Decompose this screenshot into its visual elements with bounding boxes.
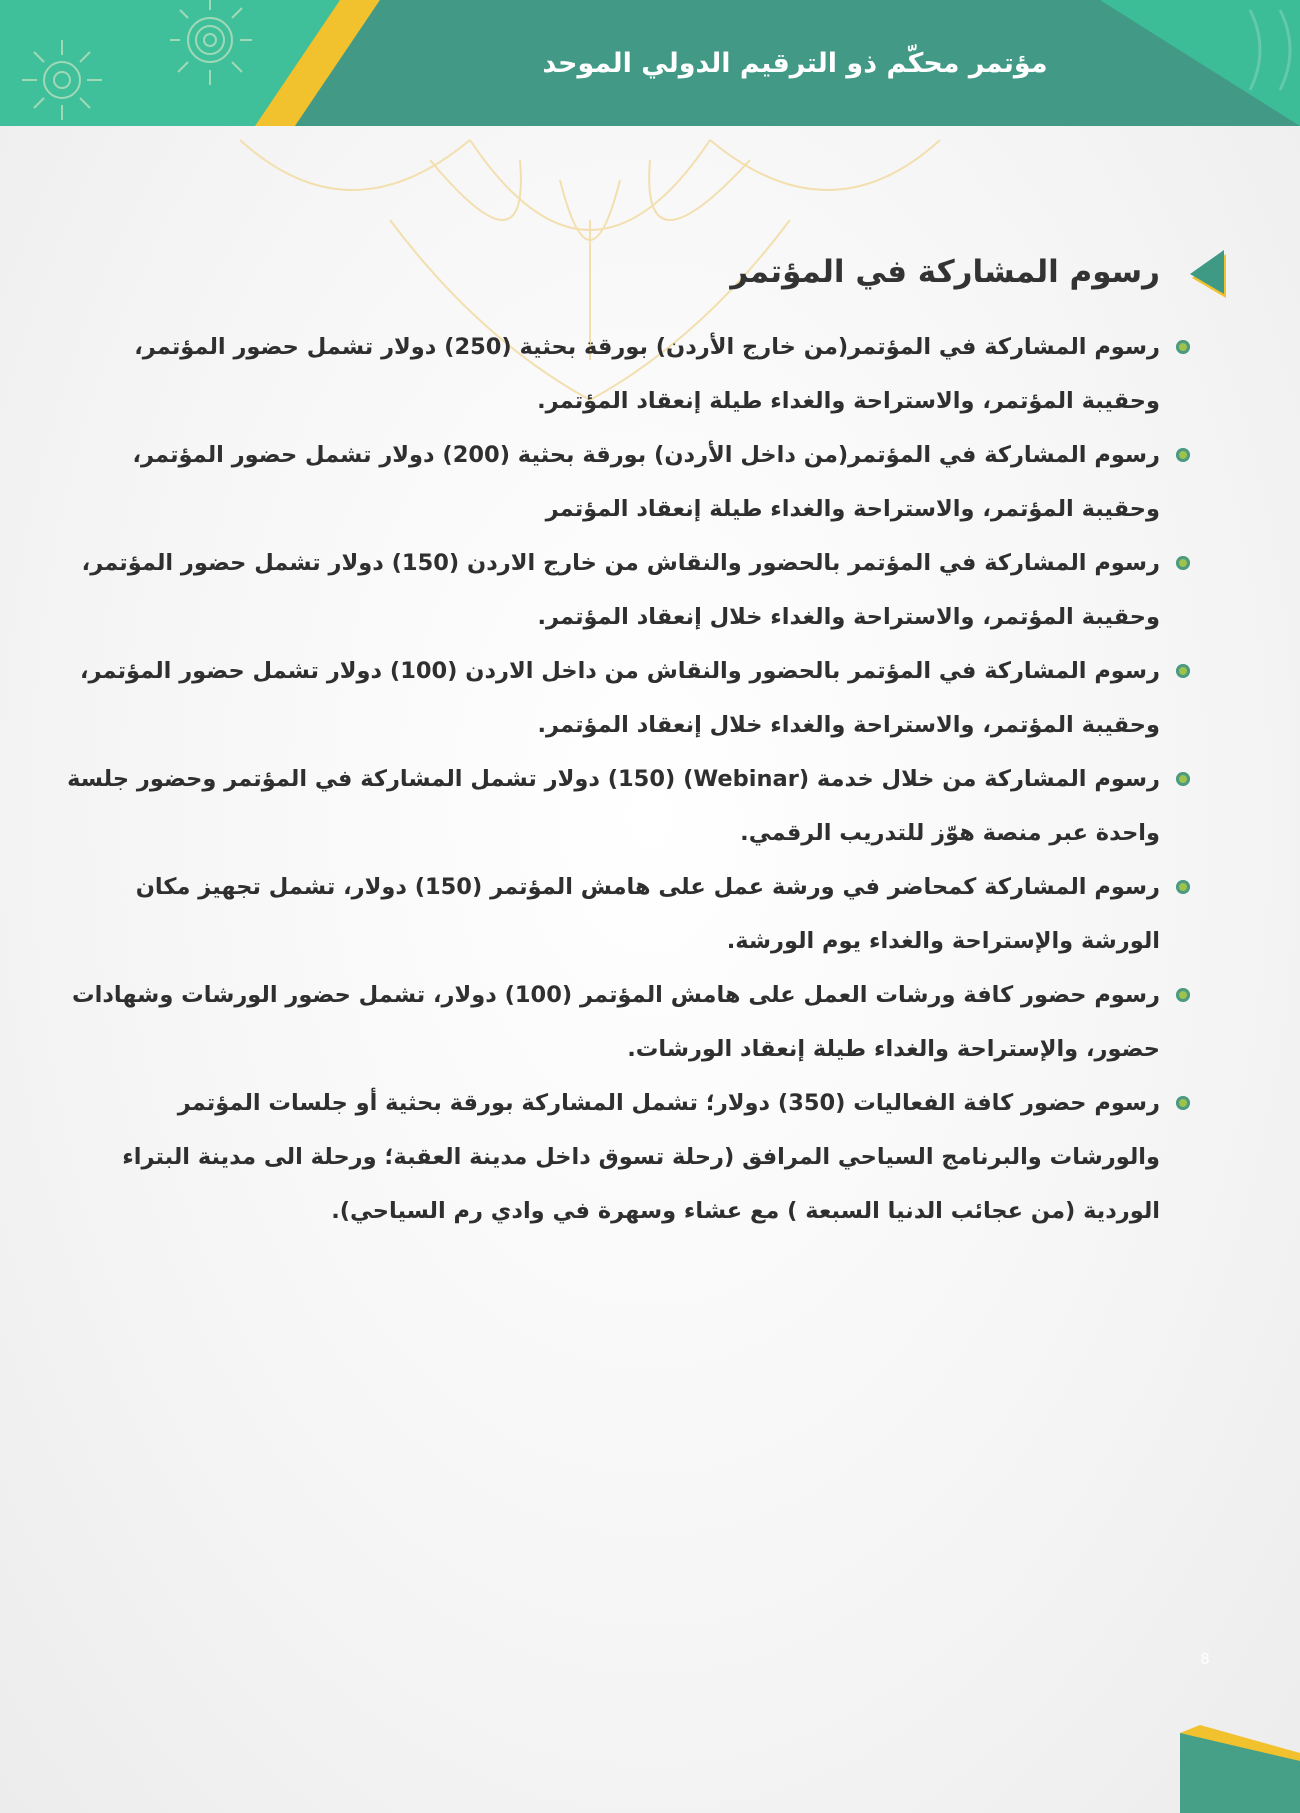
list-item [60, 644, 1160, 752]
header-title: مؤتمر محكّم ذو الترقيم الدولي الموحد [542, 47, 1048, 79]
fees-list [60, 320, 1160, 1238]
list-item [60, 752, 1160, 860]
list-item-text: رسوم المشاركة في المؤتمر بالحضور والنقاش من داخل الاردن (100) دولار تشمل حضور المؤتمر، وحقيبة المؤتمر، والاستراحة والغداء خلال إنعقاد المؤتمر. [79, 658, 1160, 738]
list-item-text: رسوم المشاركة من خلال خدمة (Webinar) (150) دولار تشمل المشاركة في المؤتمر وحضور جلسة واحدة عبر منصة هوّز للتدريب الرقمي. [67, 766, 1160, 846]
list-item-text: رسوم المشاركة في المؤتمر(من داخل الأردن) بورقة بحثية (200) دولار تشمل حضور المؤتمر، وحقيبة المؤتمر، والاستراحة والغداء طيلة إنعقاد المؤتمر [132, 442, 1160, 522]
list-item [60, 536, 1160, 644]
page-number: 8 [1200, 1650, 1210, 1668]
list-item-text: رسوم المشاركة كمحاضر في ورشة عمل على هامش المؤتمر (150) دولار، تشمل تجهيز مكان الورشة والإستراحة والغداء يوم الورشة. [135, 874, 1160, 954]
bullet-icon [1176, 880, 1190, 894]
list-item [60, 428, 1160, 536]
list-item-text: رسوم المشاركة في المؤتمر(من خارج الأردن) بورقة بحثية (250) دولار تشمل حضور المؤتمر، وحقيبة المؤتمر، والاستراحة والغداء طيلة إنعقاد المؤتمر. [134, 334, 1160, 414]
bullet-icon [1176, 772, 1190, 786]
bullet-icon [1176, 1096, 1190, 1110]
bullet-icon [1176, 448, 1190, 462]
list-item-text: رسوم حضور كافة ورشات العمل على هامش المؤتمر (100) دولار، تشمل حضور الورشات وشهادات حضور، والإستراحة والغداء طيلة إنعقاد الورشات. [72, 982, 1160, 1062]
header-banner [0, 0, 1300, 126]
list-item [60, 320, 1160, 428]
bullet-icon [1176, 988, 1190, 1002]
list-item-text: رسوم المشاركة في المؤتمر بالحضور والنقاش من خارج الاردن (150) دولار تشمل حضور المؤتمر، وحقيبة المؤتمر، والاستراحة والغداء خلال إنعقاد المؤتمر. [81, 550, 1160, 630]
bullet-icon [1176, 556, 1190, 570]
list-item [60, 860, 1160, 968]
list-item [60, 1076, 1160, 1238]
list-item [60, 968, 1160, 1076]
section-heading: رسوم المشاركة في المؤتمر [730, 254, 1160, 290]
heading-marker-icon [1188, 250, 1228, 302]
bullet-icon [1176, 664, 1190, 678]
page-corner-decoration [1180, 1725, 1300, 1813]
list-item-text: رسوم حضور كافة الفعاليات (350) دولار؛ تشمل المشاركة بورقة بحثية أو جلسات المؤتمر والورشات والبرنامج السياحي المرافق (رحلة تسوق داخل مدينة العقبة؛ ورحلة الى مدينة البتراء الوردية (من عجائب الدنيا السبعة ) مع عشاء وسهرة في وادي رم السياحي). [122, 1090, 1160, 1224]
bullet-icon [1176, 340, 1190, 354]
